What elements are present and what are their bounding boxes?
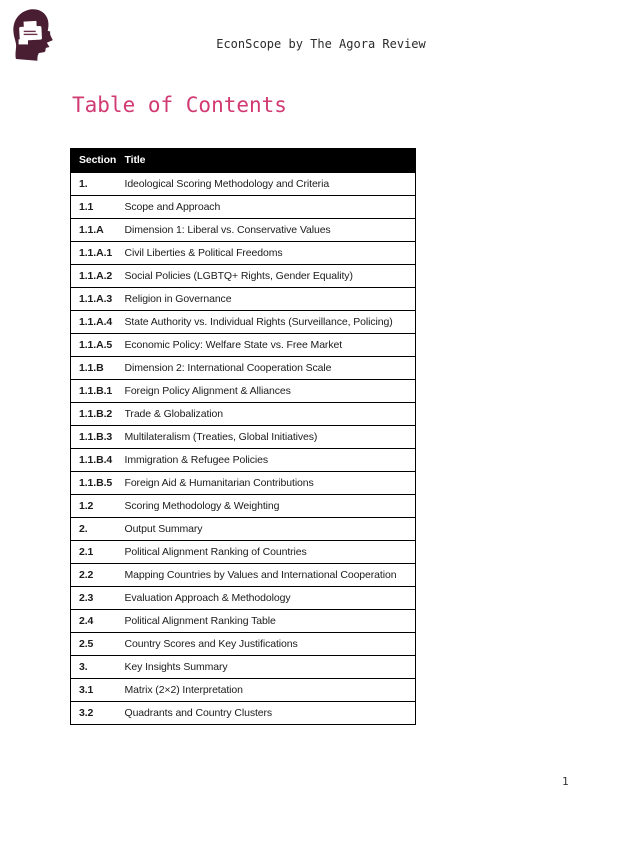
toc-row (71, 678, 416, 701)
toc-row-title: Dimension 1: Liberal vs. Conservative Values (124, 223, 331, 236)
toc-row (71, 402, 416, 425)
toc-table (70, 148, 416, 725)
toc-row (71, 379, 416, 402)
brand-header: EconScope by The Agora Review (216, 37, 426, 51)
toc-row-title: Country Scores and Key Justifications (124, 637, 298, 650)
toc-row-title: Political Alignment Ranking Table (124, 614, 276, 627)
toc-row-section: 1.1.B.1 (79, 384, 113, 397)
toc-row (71, 540, 416, 563)
toc-row-section: 1.1.A.5 (79, 338, 113, 351)
toc-row (71, 701, 416, 724)
column-header-title: Title (125, 149, 416, 173)
toc-row-title: Output Summary (124, 522, 203, 535)
toc-row-title: Key Insights Summary (124, 660, 228, 673)
toc-header-row (71, 149, 416, 173)
toc-row (71, 241, 416, 264)
toc-row-section: 1.1.B.3 (79, 430, 113, 443)
toc-row (71, 586, 416, 609)
toc-row (71, 471, 416, 494)
toc-row (71, 563, 416, 586)
toc-row-title: Immigration & Refugee Policies (124, 453, 268, 466)
toc-row-title: Foreign Policy Alignment & Alliances (124, 384, 291, 397)
toc-row (71, 333, 416, 356)
toc-row-section: 1.2 (79, 499, 94, 512)
toc-row (71, 310, 416, 333)
toc-row (71, 517, 416, 540)
toc-row-title: Scope and Approach (124, 200, 221, 213)
toc-row-title: Political Alignment Ranking of Countries (124, 545, 307, 558)
toc-row-title: Civil Liberties & Political Freedoms (124, 246, 283, 259)
toc-row-section: 2.1 (79, 545, 94, 558)
toc-row-title: Matrix (2×2) Interpretation (124, 683, 243, 696)
toc-row-section: 1.1.B.5 (79, 476, 113, 489)
toc-row-section: 1.1.A.1 (79, 246, 113, 259)
toc-row-section: 2.5 (79, 637, 94, 650)
toc-row (71, 494, 416, 517)
toc-row-section: 1.1.A (79, 223, 104, 236)
toc-row-title: Scoring Methodology & Weighting (124, 499, 280, 512)
toc-row-section: 1. (79, 177, 88, 190)
toc-row-section: 2.4 (79, 614, 94, 627)
toc-row (71, 172, 416, 195)
page-title: Table of Contents (72, 93, 287, 117)
toc-row-section: 2. (79, 522, 88, 535)
head-profile-icon (10, 6, 58, 64)
toc-row (71, 218, 416, 241)
toc-row-title: Dimension 2: International Cooperation Scale (124, 361, 332, 374)
toc-row-title: Foreign Aid & Humanitarian Contributions (124, 476, 314, 489)
toc-row (71, 609, 416, 632)
toc-row-section: 1.1.B.4 (79, 453, 113, 466)
toc-row-title: Economic Policy: Welfare State vs. Free Market (124, 338, 343, 351)
toc-row (71, 448, 416, 471)
toc-row-section: 3.2 (79, 706, 94, 719)
toc-row-section: 1.1 (79, 200, 94, 213)
toc-row-title: Evaluation Approach & Methodology (124, 591, 291, 604)
toc-row-title: Social Policies (LGBTQ+ Rights, Gender Equality) (124, 269, 353, 282)
toc-row (71, 356, 416, 379)
toc-row-title: Ideological Scoring Methodology and Criteria (124, 177, 330, 190)
toc-row-title: Multilateralism (Treaties, Global Initiatives) (124, 430, 318, 443)
toc-row-section: 1.1.A.2 (79, 269, 113, 282)
toc-row-section: 1.1.B (79, 361, 104, 374)
toc-row (71, 195, 416, 218)
toc-row-section: 2.2 (79, 568, 94, 581)
column-header-section: Section (71, 149, 125, 173)
toc-row-section: 1.1.B.2 (79, 407, 113, 420)
toc-row-section: 3. (79, 660, 88, 673)
agora-head-profile-logo (10, 6, 58, 64)
toc-row (71, 264, 416, 287)
toc-row-section: 1.1.A.3 (79, 292, 113, 305)
toc-row (71, 655, 416, 678)
toc-row (71, 632, 416, 655)
toc-row (71, 287, 416, 310)
toc-row-section: 2.3 (79, 591, 94, 604)
toc-row-title: Quadrants and Country Clusters (124, 706, 273, 719)
toc-row-title: Religion in Governance (124, 292, 232, 305)
toc-row-title: Mapping Countries by Values and International Cooperation (124, 568, 397, 581)
toc-row-section: 1.1.A.4 (79, 315, 113, 328)
toc-row (71, 425, 416, 448)
toc-row-title: Trade & Globalization (124, 407, 223, 420)
toc-row-section: 3.1 (79, 683, 94, 696)
page-number: 1 (562, 775, 569, 788)
toc-row-title: State Authority vs. Individual Rights (Surveillance, Policing) (124, 315, 393, 328)
